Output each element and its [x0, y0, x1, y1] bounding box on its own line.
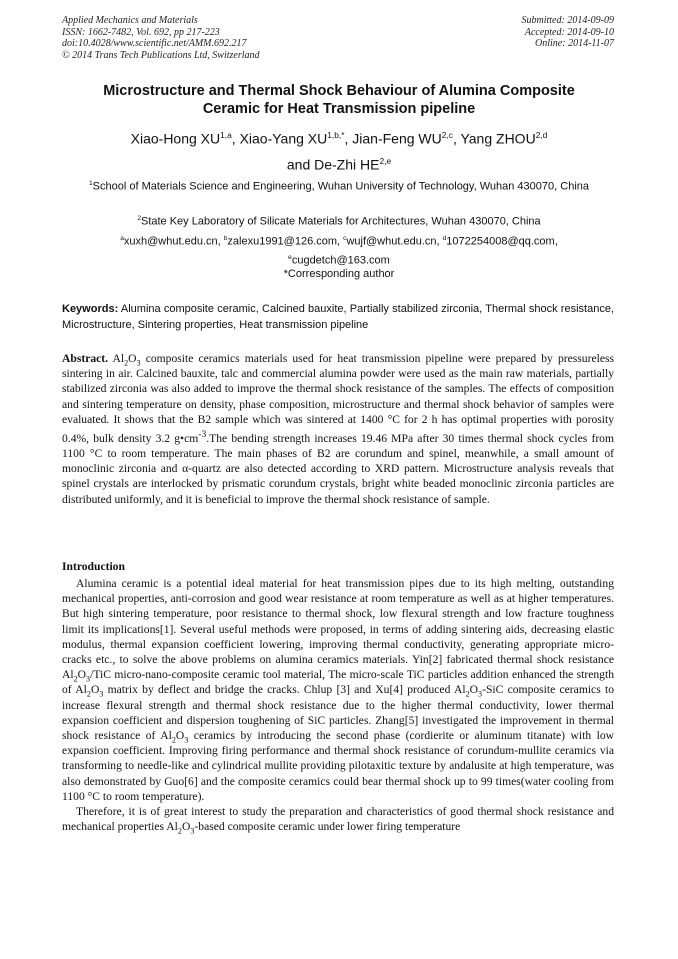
paragraph-text: O — [469, 683, 479, 697]
corresponding-author-note: *Corresponding author — [283, 268, 395, 280]
introduction-heading: Introduction — [62, 560, 125, 573]
paper-title — [60, 82, 618, 118]
author-line-2 — [60, 150, 618, 176]
author-emails — [60, 231, 618, 269]
title-line-2: Ceramic for Heat Transmission pipeline — [202, 101, 476, 117]
affiliation-number: 1 — [89, 180, 93, 187]
keywords-label: Keywords: — [62, 303, 119, 315]
email-line-1 — [60, 231, 618, 250]
email-mark: d — [442, 235, 447, 242]
subscript: 2 — [86, 689, 91, 699]
email-address[interactable]: zalexu1991@126.com, — [227, 235, 344, 248]
email-address[interactable]: cugdetch@163.com — [291, 254, 390, 267]
author-affil-mark: 2,e — [379, 155, 392, 166]
subscript: 2 — [124, 358, 129, 368]
abstract-text: Al — [108, 352, 125, 365]
abstract-text: O — [128, 352, 137, 365]
paragraph-text: O — [175, 729, 185, 743]
submitted-date: Submitted: 2014-09-09 — [521, 15, 614, 26]
author-affil-mark: 2,c — [441, 130, 453, 140]
email-mark: a — [120, 235, 124, 242]
author-line-1 — [60, 124, 618, 150]
paragraph-text: ceramics by introducing the second phase (cordierite or aluminum titanate) with low expansion coefficient. Improving firing performance and thermal shock resistance of corundum-mullite ceramics via transforming to needle-like and cylindrical mullite providing pilotaxitic texture by andalusite at high temperature, was also demonstrated by Guo[6] and the composite ceramics could bear thermal shock up to 99 times(water cooling from 1100 °C to room temperature). — [62, 729, 614, 803]
subscript: 3 — [99, 689, 104, 699]
abstract-text: composite ceramics materials used for heat transmission pipeline were prepared by pressureless sintering in air. Calcined bauxite, talc and commercial alumina powder were used as the main raw materials, partially stabilized zirconia was also added to improve the thermal shock resistance of the samples. The effects of composition and sintering temperature on density, phase composition, microstructure and thermal shock behavior of samples were evaluated. It shows that the B2 sample which was sintered at 1400 °C for 2 h has optimal properties with porosity 0.4%, bulk density 3.2 g•cm — [62, 352, 614, 445]
publication-dates — [522, 15, 615, 50]
journal-name: Applied Mechanics and Materials — [62, 15, 198, 26]
author-name: , Jian-Feng WU — [344, 130, 442, 147]
affiliation-text: School of Materials Science and Engineering, Wuhan University of Technology, Wuhan 430070, China — [92, 180, 589, 193]
abstract-label: Abstract. — [62, 352, 109, 365]
subscript: 3 — [136, 358, 141, 368]
subscript: 3 — [184, 735, 189, 745]
email-address[interactable]: xuxh@whut.edu.cn, — [123, 235, 224, 248]
email-address[interactable]: 1072254008@qq.com, — [446, 235, 558, 248]
paragraph-text: /TiC micro-nano-composite ceramic tool material, The micro-scale TiC particles addition enhanced the strength of Al — [62, 668, 614, 697]
journal-info — [62, 15, 260, 61]
author-list — [60, 124, 618, 175]
email-address[interactable]: wujf@whut.edu.cn, — [346, 235, 443, 248]
affiliation-1 — [60, 176, 618, 195]
copyright-line: © 2014 Trans Tech Publications Ltd, Switzerland — [62, 49, 260, 61]
paragraph-text: matrix by deflect and bridge the cracks. Chlup [3] and Xu[4] produced Al — [103, 683, 466, 697]
paragraph-text: Therefore, it is of great interest to study the preparation and characteristics of good thermal shock resistance and mechanical properties Al — [62, 805, 614, 834]
superscript: -3 — [198, 429, 207, 441]
intro-paragraph-2 — [62, 804, 614, 834]
title-line-1: Microstructure and Thermal Shock Behaviour of Alumina Composite — [103, 83, 575, 99]
email-mark: b — [223, 235, 228, 242]
doi-link[interactable]: doi:10.4028/www.scientific.net/AMM.692.217 — [62, 38, 247, 50]
subscript: 3 — [478, 689, 483, 699]
issn-line: ISSN: 1662-7482, Vol. 692, pp 217-223 — [62, 26, 220, 38]
affiliation-text: State Key Laboratory of Silicate Materials for Architectures, Wuhan 430070, China — [140, 215, 541, 228]
online-date: Online: 2014-11-07 — [535, 38, 614, 50]
intro-paragraph-1 — [62, 576, 614, 804]
affiliation-2 — [60, 211, 618, 230]
introduction-body — [62, 576, 614, 834]
subscript: 3 — [86, 674, 91, 684]
paragraph-text: O — [77, 668, 87, 682]
subscript: 3 — [190, 826, 195, 836]
paragraph-text: -based composite ceramic under lower firing temperature — [194, 820, 461, 834]
paragraph-text: O — [90, 683, 100, 697]
author-name: , Xiao-Yang XU — [231, 130, 328, 147]
subscript: 2 — [73, 674, 78, 684]
subscript: 2 — [177, 826, 182, 836]
author-affil-mark: 1,a — [220, 130, 232, 140]
author-affil-mark: 1,b,* — [327, 130, 345, 140]
author-affil-mark: 2,d — [535, 130, 548, 140]
paragraph-text: -SiC composite ceramics to increase flexural strength and thermal shock resistance due to the higher thermal conductivity, lower thermal expansion coefficient and dispersion toughening of SiC particles. Zhang[5] investigated the improvement in thermal shock resistance of Al — [62, 683, 614, 743]
author-name: , Yang ZHOU — [452, 130, 536, 147]
accepted-date: Accepted: 2014-09-10 — [524, 26, 614, 38]
subscript: 2 — [171, 735, 176, 745]
author-name: and De-Zhi HE — [286, 156, 380, 173]
abstract-section — [62, 351, 614, 507]
paragraph-text: O — [181, 820, 191, 834]
keywords-section — [62, 302, 614, 333]
paragraph-text: Alumina ceramic is a potential ideal material for heat transmission pipes due to its high melting, outstanding mechanical properties, anti-corrosion and good wear resistance at room temperature as well as at higher temperatures. But high sintering temperature, poor resistance to thermal shock, low flexural strength and low fracture toughness limit its implications[1]. Several useful methods were proposed, in terms of adding sintering aids, decreasing elastic modulus, thermal expansion coefficient lowering, improving thermal conductivity, generating appropriate micro-cracks etc., to solve the above problems on alumina ceramics materials. Yin[2] fabricated thermal shock resistance Al — [62, 577, 614, 682]
email-mark: e — [288, 254, 292, 262]
keywords-text: Alumina composite ceramic, Calcined bauxite, Partially stabilized zirconia, Thermal shock resistance, Microstructure, Sintering properties, Heat transmission pipeline — [62, 303, 614, 331]
subscript: 2 — [465, 689, 470, 699]
abstract-text: .The bending strength increases 19.46 MPa after 30 times thermal shock cycles from 1100 °C to room temperature. The main phases of B2 are corundum and spinel, meanwhile, a small amount of monoclinic zirconia and α-quartz are also detected according to XRD pattern. Microstructure analysis reveals that spinel crystals are interlocked by prismatic corundum crystals, bright white beaded monoclinic zirconia particles are distributed uniformly, and it is beneficial to improve the thermal shock resistance of sample. — [62, 431, 614, 506]
author-name: Xiao-Hong XU — [130, 130, 221, 147]
email-mark: c — [343, 235, 347, 242]
affiliation-number: 2 — [137, 215, 141, 222]
